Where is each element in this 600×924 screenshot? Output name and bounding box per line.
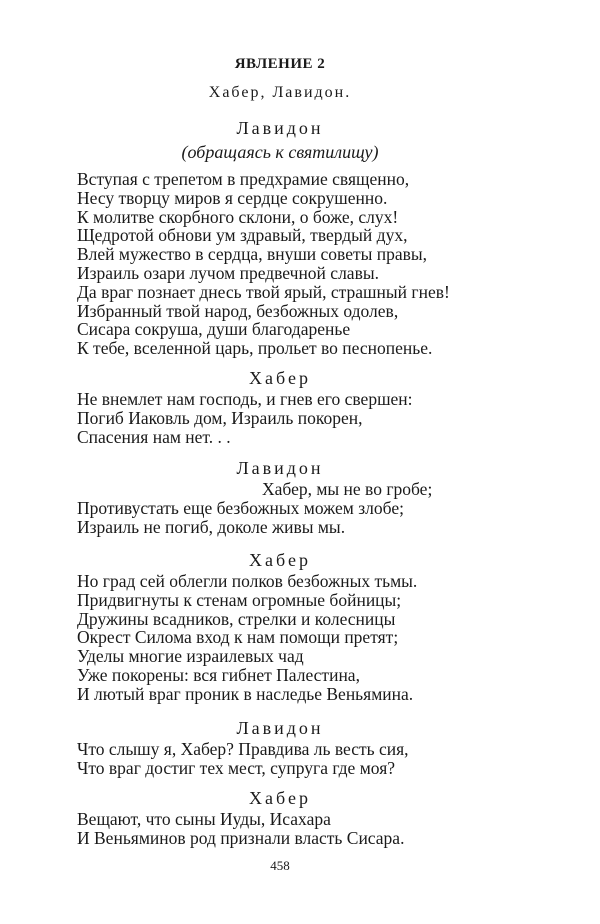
speaker-name: Хабер (249, 788, 311, 808)
speech-block (0, 548, 600, 704)
verse-line: Вещают, что сыны Иуды, Исахара (77, 809, 331, 829)
verse-line: Хабер, мы не во гробе; (262, 479, 433, 499)
verse-line: К молитве скорбного склони, о боже, слух! (77, 206, 399, 227)
speaker-name: Лавидон (236, 718, 324, 738)
speech-block (0, 366, 600, 446)
speech-block (0, 716, 600, 778)
verse-line: Щедротой обнови ум здравый, твердый дух, (77, 225, 408, 246)
verse-line: Окрест Силома вход к нам помощи претят; (77, 627, 399, 648)
verse-line: К тебе, вселенной царь, прольет во песнопенье. (77, 338, 433, 359)
verse-line: И Веньяминов род признали власть Сисара. (77, 827, 405, 848)
verse-line: Несу творцу миров я сердце сокрушенно. (77, 187, 388, 208)
verse-line: Что слышу я, Хабер? Правдива ль весть сия, (77, 739, 409, 759)
verse-line: Противустать еще безбожных можем злобе; (77, 497, 404, 518)
verse-line: И лютый враг проник в наследье Веньямина. (77, 683, 414, 704)
verse-line: Израиль не погиб, доколе живы мы. (77, 516, 346, 537)
verse-line: Что враг достиг тех мест, супруга где моя? (77, 757, 396, 778)
speech-block (0, 456, 600, 536)
cast-list: Хабер, Лавидон. (208, 84, 352, 101)
verse-line: Не внемлет нам господь, и гнев его свершен: (77, 389, 413, 409)
speaker-name: Лавидон (236, 118, 324, 138)
verse-line: Но град сей облегли полков безбожных тьмы. (77, 571, 418, 591)
verse-line: Спасения нам нет. . . (77, 426, 231, 447)
speech-block (0, 786, 600, 848)
verse-line: Уделы многие израилевых чад (77, 646, 304, 667)
scene-title: ЯВЛЕНИЕ 2 (234, 56, 326, 72)
speaker-name: Хабер (249, 550, 311, 570)
verse-line: Вступая с трепетом в предхрамие священно, (77, 169, 410, 189)
verse-line: Дружины всадников, стрелки и колесницы (77, 608, 396, 629)
stage-direction: (обращаясь к святилищу) (181, 142, 379, 162)
page-number: 458 (270, 858, 290, 873)
verse-line: Влей мужество в сердца, внуши советы правы, (77, 244, 428, 265)
verse-line: Израиль озари лучом предвечной славы. (77, 262, 379, 283)
verse-line: Да враг познает днесь твой ярый, страшный гнев! (77, 281, 450, 302)
verse-line: Погиб Иаковль дом, Израиль покорен, (77, 407, 363, 428)
verse-line: Сисара сокруша, души благодаренье (77, 319, 351, 340)
speaker-name: Хабер (249, 368, 311, 388)
speaker-name: Лавидон (236, 458, 324, 478)
verse-line: Избранный твой народ, безбожных одолев, (77, 300, 399, 321)
verse-line: Уже покорены: вся гибнет Палестина, (77, 664, 360, 685)
verse-line: Придвигнуты к стенам огромные бойницы; (77, 589, 402, 610)
speech-block (0, 116, 600, 358)
